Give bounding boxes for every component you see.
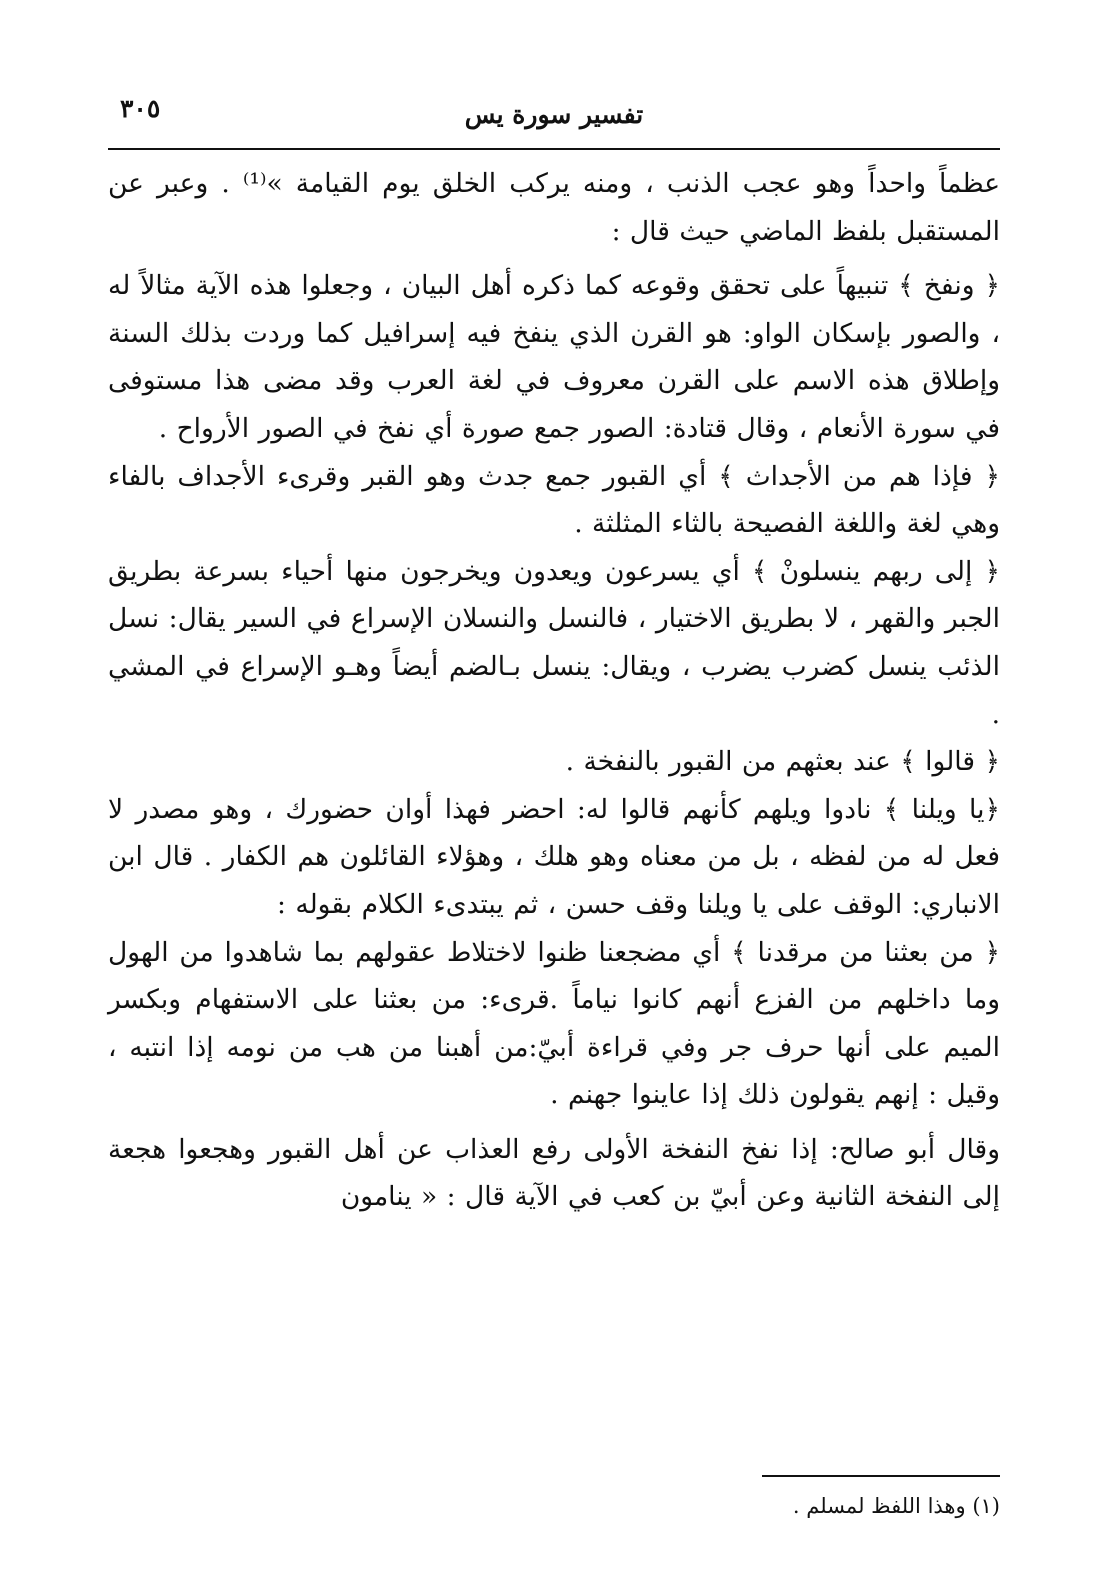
paragraph: عظماً واحداً وهو عجب الذنب ، ومنه يركب الخلق يوم القيامة »⁽¹⁾ . وعبر عن المستقبل بلفظ الماضي حيث قال : [108, 168, 1001, 247]
footnote: (١) وهذا اللفظ لمسلم . [792, 1494, 1000, 1518]
page-number: ٣٠٥ [120, 94, 161, 123]
paragraph: ﴿ ونفخ ﴾ تنبيهاً على تحقق وقوعه كما ذكره أهل البيان ، وجعلوا هذه الآية مثالاً له ، والصور بإسكان الواو: هو القرن الذي ينفخ فيه إسرافيل كما وردت بذلك السنة وإطلاق هذه الاسم على القرن معروف في لغة العرب وقد مضى هذا مستوفى في سورة الأنعام ، وقال قتادة: الصور جمع صورة أي نفخ في الصور الأرواح . [108, 270, 1000, 444]
body-text [108, 160, 1000, 1221]
paragraph: ﴿ فإذا هم من الأجداث ﴾ أي القبور جمع جدث وهو القبر وقرىء الأجداف بالفاء وهي لغة واللغة الفصيحة بالثاء المثلثة . [108, 460, 1000, 540]
paragraph: ﴿ قالوا ﴾ عند بعثهم من القبور بالنفخة . [565, 746, 1000, 778]
paragraph: ﴿يا ويلنا ﴾ نادوا ويلهم كأنهم قالوا له: احضر فهذا أوان حضورك ، وهو مصدر لا فعل له من لفظه ، بل من معناه وهو هلك ، وهؤلاء القائلون هم الكفار . قال ابن الانباري: الوقف على يا ويلنا وقف حسن ، ثم يبتدىء الكلام بقوله : [108, 793, 1000, 920]
page-header [108, 92, 1000, 142]
paragraph: ﴿ من بعثنا من مرقدنا ﴾ أي مضجعنا ظنوا لاختلاط عقولهم بما شاهدوا من الهول وما داخلهم من الفزع أنهم كانوا نياماً .قرىء: من بعثنا على الاستفهام وبكسر الميم على أنها حرف جر وفي قراءة أبيّ:من أهبنا من هب من نومه إذا انتبه ، وقيل : إنهم يقولون ذلك إذا عاينوا جهنم . [108, 936, 1000, 1111]
paragraph: وقال أبو صالح: إذا نفخ النفخة الأولى رفع العذاب عن أهل القبور وهجعوا هجعة إلى النفخة الثانية وعن أبيّ بن كعب في الآية قال : « ينامون [108, 1133, 1000, 1213]
running-title: تفسير سورة يس [464, 100, 644, 129]
header-rule [108, 148, 1000, 150]
paragraph: ﴿ إلى ربهم ينسلونْ ﴾ أي يسرعون ويعدون ويخرجون منها أحياء بسرعة بطريق الجبر والقهر ، لا بطريق الاختيار ، فالنسل والنسلان الإسراع في السير يقال: نسل الذئب ينسل كضرب يضرب ، ويقال: ينسل بـالضم أيضاً وهـو الإسراع في المشي . [108, 555, 1000, 730]
footnote-rule [762, 1475, 1000, 1477]
